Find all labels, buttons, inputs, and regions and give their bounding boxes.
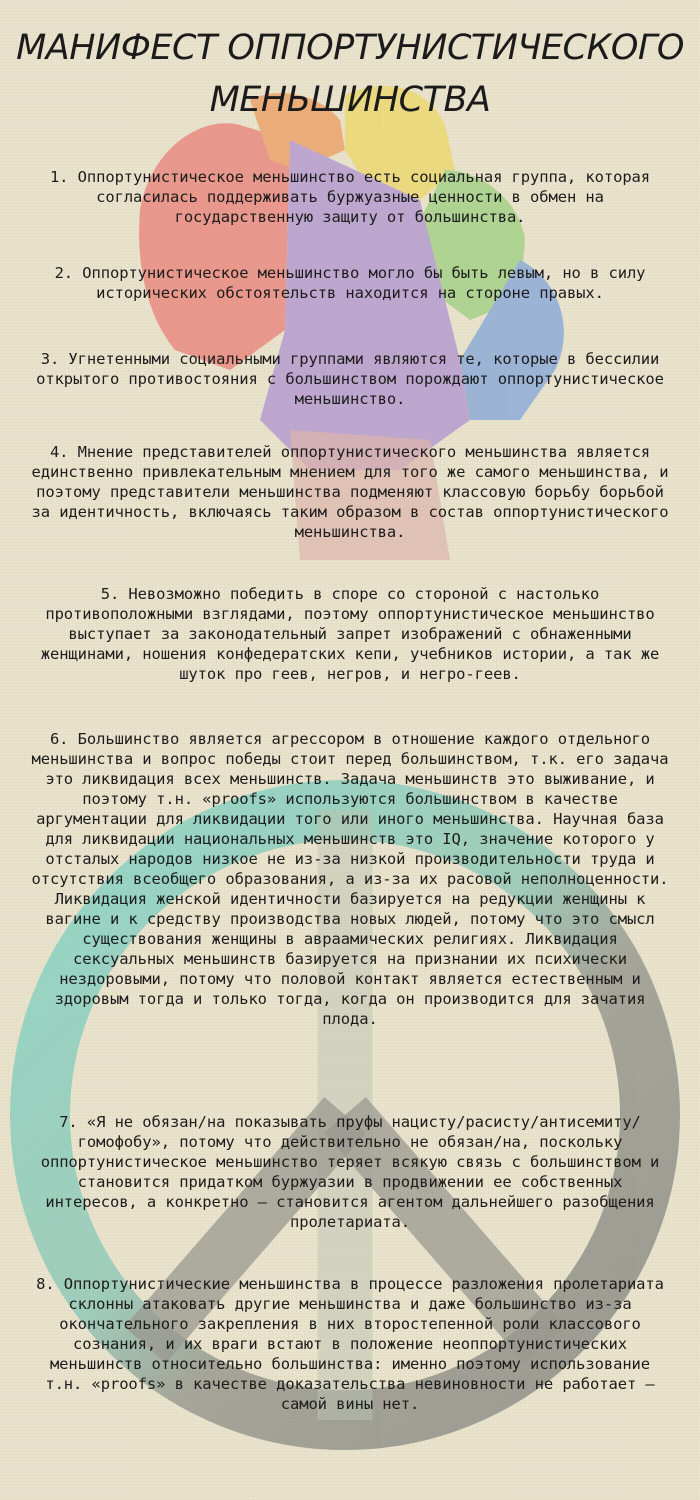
fist-red-segment — [139, 123, 290, 370]
manifesto-item-5: 5. Невозможно победить в споре со стороной с настолько противоположными взглядами, поэтому оппортунистическое меньшинство выступает за законодательный запрет изображений с обнаженными женщинами, ношения конфедератских кепи, учебников истории, а так же шуток про геев, негров, и негро-геев. — [40, 585, 660, 683]
page-title — [0, 22, 700, 126]
manifesto-item-1: 1. Оппортунистическое меньшинство есть социальная группа, которая согласилась поддерживать буржуазные ценности в обмен на государственную защиту от большинства. — [49, 168, 651, 226]
manifesto-item-3: 3. Угнетенными социальными группами являются те, которые в бессилии открытого противостояния с большинством порождают оппортунистическое меньшинство. — [36, 350, 664, 408]
page-title-line-1: МАНИФЕСТ ОППОРТУНИСТИЧЕСКОГО — [16, 28, 684, 68]
manifesto-item-4: 4. Мнение представителей оппортунистического меньшинства является единственно привлекательным мнением для того же самого меньшинства, и поэтому представители меньшинства подменяют классовую борьбу борьбой за идентичность, включаясь таким образом в состав оппортунистического меньшинства. — [31, 443, 669, 541]
page-title-line-2: МЕНЬШИНСТВА — [209, 80, 491, 120]
manifesto-item-8: 8. Оппортунистические меньшинства в процессе разложения пролетариата склонны атаковать другие меньшинства и даже большинство из-за окончательного закрепления в них второстепенной роли классового сознания, и их враги встают в положение неоппортунистических меньшинств относительно большинства: именно поэтому использование т.н. «proofs» в качестве доказательства невиновности не работает — самой вины нет. — [36, 1275, 664, 1413]
manifesto-item-6: 6. Большинство является агрессором в отношение каждого отдельного меньшинства и вопрос победы стоит перед большинством, т.к. его задача это ликвидация всех меньшинств. Задача меньшинств это выживание, и поэтому т.н. «proofs» используются большинством в качестве аргументации для ликвидации того или иного меньшинства. Научная база для ликвидации национальных меньшинств это IQ, значение которого у отсталых народов низкое не из-за низкой производительности труда и отсутствия всеобщего образования, а из-за их расовой неполноценности. Ликвидация женской идентичности базируется на редукции женщины к вагине и к средству производства новых людей, потому что это смысл существования женщины в авраамических религиях. Ликвидация сексуальных меньшинств базируется на признании их психически нездоровыми, потому что половой контакт является естественным и здоровым тогда и только тогда, когда он производится для зачатия плода. — [31, 730, 669, 1028]
manifesto-item-7: 7. «Я не обязан/на показывать пруфы нацисту/расисту/антисемиту/гомофобу», потому что действительно не обязан/на, поскольку оппортунистическое меньшинство теряет всякую связь с большинством и становится придатком буржуазии в продвижении ее собственных интересов, а конкретно — становится агентом дальнейшего разобщения пролетариата. — [40, 1113, 660, 1231]
manifesto-item-2: 2. Оппортунистическое меньшинство могло бы быть левым, но в силу исторических обстоятельств находится на стороне правых. — [54, 264, 646, 302]
